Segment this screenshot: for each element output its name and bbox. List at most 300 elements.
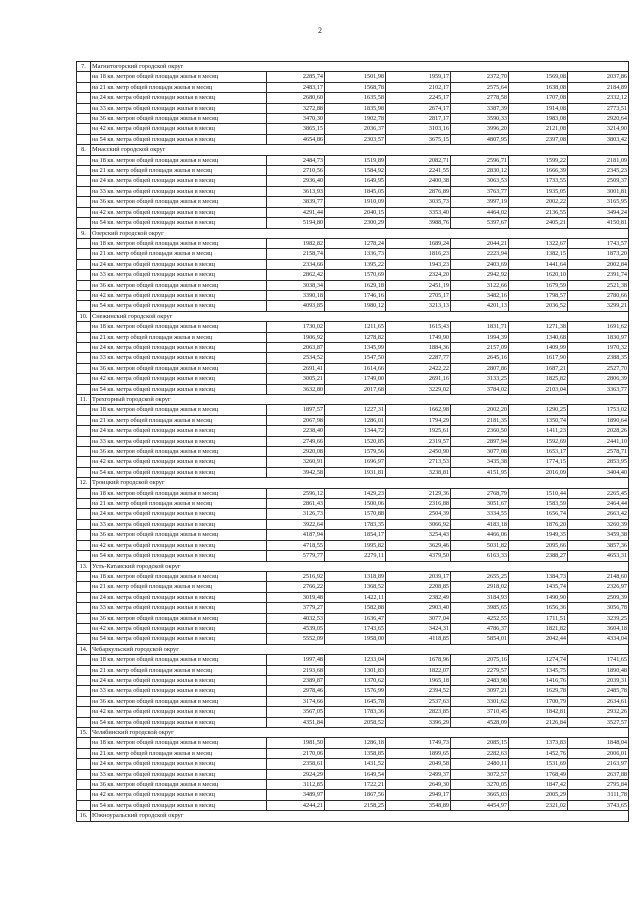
row-label: на 33 кв. метра общей площади жилья в месяц (91, 353, 267, 363)
value-cell: 2324,20 (386, 270, 451, 280)
value-cell: 2710,56 (267, 166, 325, 176)
value-cell: 3051,67 (451, 499, 509, 509)
value-cell: 2932,26 (568, 707, 629, 717)
value-cell: 1629,78 (509, 686, 568, 696)
value-cell: 3997,19 (451, 197, 509, 207)
section-title: Чебаркульский городской округ (91, 644, 629, 654)
value-cell: 3126,73 (267, 509, 325, 519)
value-cell: 2163,97 (568, 759, 629, 769)
value-cell: 3435,38 (451, 457, 509, 467)
value-cell: 1638,08 (509, 82, 568, 92)
value-cell: 4183,18 (451, 519, 509, 529)
table-row (77, 301, 629, 311)
value-cell: 1910,09 (325, 197, 386, 207)
value-cell: 5397,67 (451, 218, 509, 228)
value-cell: 2300,29 (325, 218, 386, 228)
table-row (77, 457, 629, 467)
value-cell: 3353,40 (386, 207, 451, 217)
row-label: на 24 кв. метра общей площади жилья в месяц (91, 259, 267, 269)
value-cell: 2158,25 (325, 800, 386, 810)
value-cell: 2903,40 (386, 603, 451, 613)
value-cell: 2464,44 (568, 499, 629, 509)
value-cell: 3527,57 (568, 717, 629, 727)
value-cell: 2853,95 (568, 457, 629, 467)
value-cell: 3122,66 (451, 280, 509, 290)
row-label: на 36 кв. метров общей площади жилья в месяц (91, 530, 267, 540)
table-row (77, 280, 629, 290)
row-label: на 54 кв. метра общей площади жилья в месяц (91, 134, 267, 144)
value-cell: 2136,55 (509, 207, 568, 217)
value-cell: 2040,15 (325, 207, 386, 217)
table-row (77, 270, 629, 280)
value-cell: 1995,82 (325, 540, 386, 550)
value-cell: 1743,57 (568, 238, 629, 248)
value-cell: 1520,85 (325, 436, 386, 446)
table-row (77, 114, 629, 124)
value-cell: 2245,17 (386, 93, 451, 103)
table-row (77, 342, 629, 352)
row-label: на 18 кв. метров общей площади жилья в месяц (91, 322, 267, 332)
value-cell: 1679,59 (509, 280, 568, 290)
value-cell: 2483,98 (451, 675, 509, 685)
value-cell: 3165,95 (568, 197, 629, 207)
row-label: на 33 кв. метра общей площади жилья в месяц (91, 436, 267, 446)
value-cell: 2484,73 (267, 155, 325, 165)
row-label: на 24 кв. метра общей площади жилья в месяц (91, 675, 267, 685)
value-cell: 1825,82 (509, 374, 568, 384)
value-cell: 1890,48 (568, 665, 629, 675)
value-cell: 3675,15 (386, 134, 451, 144)
value-cell: 5031,82 (451, 540, 509, 550)
row-label: на 18 кв. метров общей площади жилья в месяц (91, 571, 267, 581)
value-cell: 2949,17 (386, 790, 451, 800)
value-cell: 2279,57 (451, 665, 509, 675)
value-cell: 2326,97 (568, 582, 629, 592)
table-row (77, 93, 629, 103)
value-cell: 3334,55 (451, 509, 509, 519)
row-number-cell (77, 530, 91, 540)
value-cell: 4334,04 (568, 634, 629, 644)
value-cell: 2480,11 (451, 759, 509, 769)
table-row (77, 238, 629, 248)
value-cell: 1322,67 (509, 238, 568, 248)
section-header-row (77, 728, 629, 738)
value-cell: 2509,37 (568, 176, 629, 186)
value-cell: 2028,26 (568, 426, 629, 436)
value-cell: 2391,74 (568, 270, 629, 280)
value-cell: 4351,84 (267, 717, 325, 727)
value-cell: 3985,65 (451, 603, 509, 613)
row-label: на 42 кв. метра общей площади жилья в месяц (91, 290, 267, 300)
value-cell: 4201,13 (451, 301, 509, 311)
row-label: на 21 кв. метр общей площади жилья в месяц (91, 582, 267, 592)
value-cell: 2223,94 (451, 249, 509, 259)
value-cell: 2861,43 (267, 499, 325, 509)
table-row (77, 207, 629, 217)
value-cell: 1687,21 (509, 363, 568, 373)
value-cell: 2039,17 (386, 571, 451, 581)
row-label: на 42 кв. метра общей площади жилья в месяц (91, 374, 267, 384)
value-cell: 2422,22 (386, 363, 451, 373)
row-label: на 54 кв. метра общей площади жилья в месяц (91, 467, 267, 477)
row-label: на 54 кв. метра общей площади жилья в месяц (91, 384, 267, 394)
value-cell: 2002,20 (451, 405, 509, 415)
value-cell: 1821,82 (509, 623, 568, 633)
value-cell: 3784,02 (451, 384, 509, 394)
value-cell: 1416,76 (509, 675, 568, 685)
value-cell: 3942,58 (267, 467, 325, 477)
table-row (77, 696, 629, 706)
value-cell: 1510,44 (509, 488, 568, 498)
row-number-cell (77, 613, 91, 623)
value-cell: 2936,40 (267, 176, 325, 186)
value-cell: 2388,27 (509, 551, 568, 561)
table-row (77, 82, 629, 92)
value-cell: 5854,01 (451, 634, 509, 644)
value-cell: 3390,18 (267, 290, 325, 300)
table-row (77, 592, 629, 602)
table-row (77, 499, 629, 509)
value-cell: 2208,85 (386, 582, 451, 592)
value-cell: 2876,89 (386, 186, 451, 196)
rates-table (76, 61, 629, 822)
value-cell: 1783,36 (325, 707, 386, 717)
value-cell: 3494,24 (568, 207, 629, 217)
value-cell: 1873,20 (568, 249, 629, 259)
row-number-cell (77, 405, 91, 415)
value-cell: 2017,68 (325, 384, 386, 394)
section-number: 9. (77, 228, 91, 238)
section-header-row (77, 811, 629, 821)
row-number-cell (77, 436, 91, 446)
value-cell: 1358,85 (325, 748, 386, 758)
value-cell: 2102,17 (386, 82, 451, 92)
table-row (77, 488, 629, 498)
value-cell: 2321,02 (509, 800, 568, 810)
value-cell: 3604,18 (568, 623, 629, 633)
value-cell: 2504,39 (386, 509, 451, 519)
row-label: на 24 кв. метра общей площади жилья в месяц (91, 426, 267, 436)
value-cell: 4379,50 (386, 551, 451, 561)
value-cell: 2170,06 (267, 748, 325, 758)
value-cell: 1867,56 (325, 790, 386, 800)
table-row (77, 103, 629, 113)
value-cell: 1753,02 (568, 405, 629, 415)
section-title: Трехгорный городской округ (91, 395, 629, 405)
value-cell: 2334,66 (267, 259, 325, 269)
value-cell: 3548,89 (386, 800, 451, 810)
value-cell: 4786,37 (451, 623, 509, 633)
row-number-cell (77, 353, 91, 363)
value-cell: 1722,21 (325, 780, 386, 790)
value-cell: 3056,78 (568, 603, 629, 613)
value-cell: 3254,43 (386, 530, 451, 540)
value-cell: 3097,21 (451, 686, 509, 696)
row-number-cell (77, 603, 91, 613)
table-row (77, 780, 629, 790)
value-cell: 2749,66 (267, 436, 325, 446)
value-cell: 1278,82 (325, 332, 386, 342)
row-number-cell (77, 426, 91, 436)
value-cell: 1982,82 (267, 238, 325, 248)
value-cell: 2037,86 (568, 72, 629, 82)
value-cell: 2920,08 (267, 447, 325, 457)
value-cell: 1570,69 (325, 270, 386, 280)
value-cell: 3590,33 (451, 114, 509, 124)
row-number-cell (77, 780, 91, 790)
value-cell: 2405,21 (509, 218, 568, 228)
row-label: на 18 кв. метров общей площади жилья в месяц (91, 738, 267, 748)
value-cell: 3038,34 (267, 280, 325, 290)
value-cell: 1569,08 (509, 72, 568, 82)
value-cell: 2924,29 (267, 769, 325, 779)
row-number-cell (77, 800, 91, 810)
table-row (77, 551, 629, 561)
table-row (77, 603, 629, 613)
row-number-cell (77, 790, 91, 800)
value-cell: 1822,07 (386, 665, 451, 675)
row-number-cell (77, 238, 91, 248)
row-label: на 21 кв. метр общей площади жилья в месяц (91, 82, 267, 92)
value-cell: 4187,94 (267, 530, 325, 540)
value-cell: 2095,66 (509, 540, 568, 550)
value-cell: 1902,78 (325, 114, 386, 124)
table-row (77, 374, 629, 384)
row-number-cell (77, 218, 91, 228)
table-row (77, 166, 629, 176)
value-cell: 1599,22 (509, 155, 568, 165)
value-cell: 1429,23 (325, 488, 386, 498)
value-cell: 1547,50 (325, 353, 386, 363)
value-cell: 2345,23 (568, 166, 629, 176)
table-row (77, 186, 629, 196)
value-cell: 3019,48 (267, 592, 325, 602)
value-cell: 2537,63 (386, 696, 451, 706)
row-label: на 24 кв. метра общей площади жилья в месяц (91, 759, 267, 769)
table-row (77, 519, 629, 529)
table-row (77, 769, 629, 779)
value-cell: 2441,10 (568, 436, 629, 446)
value-cell: 3710,45 (451, 707, 509, 717)
value-cell: 2806,39 (568, 374, 629, 384)
value-cell: 2036,52 (509, 301, 568, 311)
row-number-cell (77, 488, 91, 498)
value-cell: 1749,90 (386, 332, 451, 342)
row-label: на 36 кв. метров общей площади жилья в месяц (91, 613, 267, 623)
value-cell: 2389,87 (267, 675, 325, 685)
value-cell: 2451,19 (386, 280, 451, 290)
table-row (77, 634, 629, 644)
value-cell: 1899,65 (386, 748, 451, 758)
value-cell: 1531,69 (509, 759, 568, 769)
value-cell: 1774,15 (509, 457, 568, 467)
value-cell: 2002,22 (509, 197, 568, 207)
value-cell: 1382,15 (509, 249, 568, 259)
value-cell: 3077,04 (386, 613, 451, 623)
value-cell: 3996,20 (451, 124, 509, 134)
value-cell: 1278,24 (325, 238, 386, 248)
row-number-cell (77, 582, 91, 592)
row-number-cell (77, 363, 91, 373)
value-cell: 1653,17 (509, 447, 568, 457)
value-cell: 4118,85 (386, 634, 451, 644)
value-cell: 3779,27 (267, 603, 325, 613)
table-body (77, 62, 629, 822)
row-label: на 36 кв. метров общей площади жилья в месяц (91, 696, 267, 706)
value-cell: 2807,86 (451, 363, 509, 373)
section-title: Снежинский городской округ (91, 311, 629, 321)
value-cell: 2316,88 (386, 499, 451, 509)
value-cell: 2358,61 (267, 759, 325, 769)
table-row (77, 436, 629, 446)
value-cell: 2780,66 (568, 290, 629, 300)
value-cell: 1614,66 (325, 363, 386, 373)
value-cell: 1746,16 (325, 290, 386, 300)
row-label: на 21 кв. метр общей площади жилья в месяц (91, 499, 267, 509)
value-cell: 1678,96 (386, 655, 451, 665)
value-cell: 1794,29 (386, 415, 451, 425)
value-cell: 2058,52 (325, 717, 386, 727)
row-number-cell (77, 249, 91, 259)
value-cell: 2634,61 (568, 696, 629, 706)
value-cell: 1696,97 (325, 457, 386, 467)
value-cell: 2279,11 (325, 551, 386, 561)
value-cell: 3111,78 (568, 790, 629, 800)
value-cell: 4093,85 (267, 301, 325, 311)
section-number: 12. (77, 478, 91, 488)
value-cell: 3260,39 (568, 519, 629, 529)
value-cell: 1431,52 (325, 759, 386, 769)
value-cell: 1318,89 (325, 571, 386, 581)
row-label: на 24 кв. метра общей площади жилья в месяц (91, 509, 267, 519)
value-cell: 1749,73 (386, 738, 451, 748)
value-cell: 2126,84 (509, 717, 568, 727)
value-cell: 4252,55 (451, 613, 509, 623)
value-cell: 2319,57 (386, 436, 451, 446)
row-number-cell (77, 571, 91, 581)
value-cell: 1368,52 (325, 582, 386, 592)
value-cell: 1500,06 (325, 499, 386, 509)
value-cell: 4654,86 (267, 134, 325, 144)
value-cell: 3260,91 (267, 457, 325, 467)
value-cell: 4244,21 (267, 800, 325, 810)
table-row (77, 384, 629, 394)
value-cell: 1227,31 (325, 405, 386, 415)
value-cell: 2282,63 (451, 748, 509, 758)
row-label: на 42 кв. метра общей площади жилья в месяц (91, 457, 267, 467)
value-cell: 2036,37 (325, 124, 386, 134)
row-label: на 24 кв. метра общей площади жилья в месяц (91, 93, 267, 103)
row-number-cell (77, 634, 91, 644)
row-label: на 21 кв. метр общей площади жилья в месяц (91, 665, 267, 675)
row-label: на 42 кв. метра общей площади жилья в месяц (91, 540, 267, 550)
value-cell: 2920,64 (568, 114, 629, 124)
value-cell: 1384,73 (509, 571, 568, 581)
value-cell: 1620,10 (509, 270, 568, 280)
value-cell: 4528,09 (451, 717, 509, 727)
table-row (77, 218, 629, 228)
section-number: 14. (77, 644, 91, 654)
row-number-cell (77, 186, 91, 196)
value-cell: 1411,23 (509, 426, 568, 436)
section-number: 7. (77, 62, 91, 72)
value-cell: 2332,12 (568, 93, 629, 103)
value-cell: 1615,43 (386, 322, 451, 332)
value-cell: 3363,77 (568, 384, 629, 394)
value-cell: 2049,58 (386, 759, 451, 769)
value-cell: 2766,22 (267, 582, 325, 592)
value-cell: 2713,53 (386, 457, 451, 467)
value-cell: 1336,73 (325, 249, 386, 259)
row-label: на 33 кв. метра общей площади жилья в месяц (91, 519, 267, 529)
table-row (77, 332, 629, 342)
value-cell: 1980,12 (325, 301, 386, 311)
table-row (77, 467, 629, 477)
value-cell: 2778,58 (451, 93, 509, 103)
row-number-cell (77, 655, 91, 665)
value-cell: 1842,81 (509, 707, 568, 717)
value-cell: 2645,16 (451, 353, 509, 363)
value-cell: 2372,70 (451, 72, 509, 82)
row-label: на 21 кв. метр общей площади жилья в месяц (91, 249, 267, 259)
row-label: на 54 кв. метра общей площади жилья в месяц (91, 301, 267, 311)
value-cell: 4032,53 (267, 613, 325, 623)
table-row (77, 124, 629, 134)
value-cell: 2527,70 (568, 363, 629, 373)
value-cell: 1649,54 (325, 769, 386, 779)
row-number-cell (77, 467, 91, 477)
value-cell: 1645,78 (325, 696, 386, 706)
table-row (77, 530, 629, 540)
value-cell: 1286,01 (325, 415, 386, 425)
section-header-row (77, 145, 629, 155)
value-cell: 1274,74 (509, 655, 568, 665)
value-cell: 1981,50 (267, 738, 325, 748)
value-cell: 2516,92 (267, 571, 325, 581)
row-number-cell (77, 72, 91, 82)
row-label: на 21 кв. метр общей площади жилья в месяц (91, 748, 267, 758)
value-cell: 1519,89 (325, 155, 386, 165)
value-cell: 3459,38 (568, 530, 629, 540)
value-cell: 2773,51 (568, 103, 629, 113)
table-row (77, 290, 629, 300)
value-cell: 3988,76 (386, 218, 451, 228)
value-cell: 3922,64 (267, 519, 325, 529)
value-cell: 2238,40 (267, 426, 325, 436)
section-header-row (77, 395, 629, 405)
value-cell: 1711,51 (509, 613, 568, 623)
value-cell: 1656,36 (509, 603, 568, 613)
value-cell: 2184,89 (568, 82, 629, 92)
row-number-cell (77, 280, 91, 290)
row-number-cell (77, 207, 91, 217)
value-cell: 2897,94 (451, 436, 509, 446)
row-label: на 21 кв. метр общей площади жилья в месяц (91, 166, 267, 176)
value-cell: 1914,08 (509, 103, 568, 113)
value-cell: 1592,69 (509, 436, 568, 446)
value-cell: 1656,74 (509, 509, 568, 519)
value-cell: 1271,38 (509, 322, 568, 332)
row-number-cell (77, 384, 91, 394)
value-cell: 2360,50 (451, 426, 509, 436)
row-label: на 33 кв. метра общей площади жилья в месяц (91, 686, 267, 696)
value-cell: 1233,04 (325, 655, 386, 665)
row-label: на 36 кв. метров общей площади жилья в месяц (91, 363, 267, 373)
value-cell: 1290,25 (509, 405, 568, 415)
value-cell: 4653,31 (568, 551, 629, 561)
value-cell: 1700,79 (509, 696, 568, 706)
table-row (77, 509, 629, 519)
